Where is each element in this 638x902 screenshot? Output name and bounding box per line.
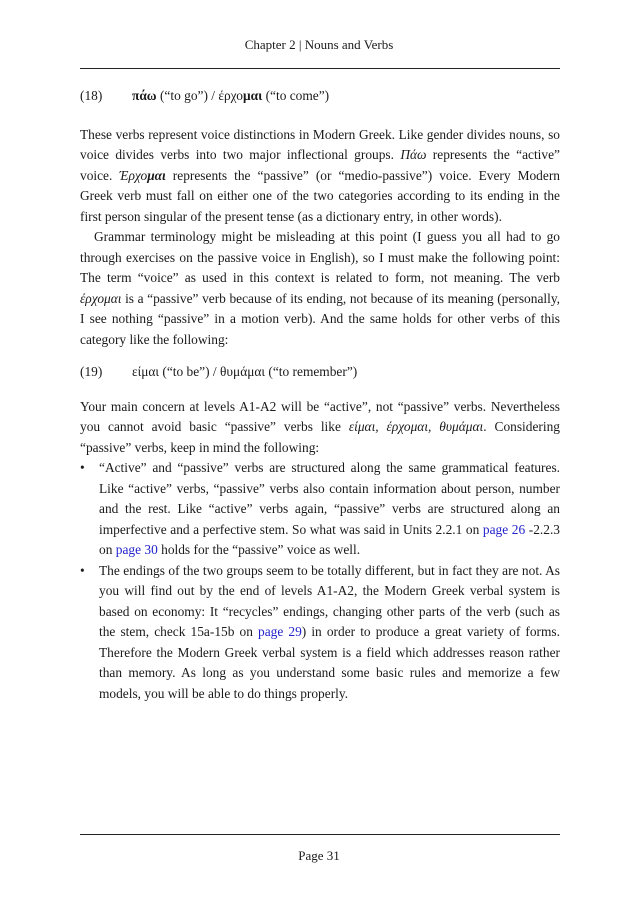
page-30-link[interactable]: page 30 (115, 542, 158, 557)
bullet-item (80, 561, 560, 705)
bullet-text: “Active” and “passive” verbs are structured along the same grammatical features. Like “active” verbs, “passive” verbs also contain information about person, number and the rest. Like “active” verbs again, “passive” verbs are structured along an imperfective and a perfective stem. So what was said in Units 2.2.1 on page 26 -2.2.3 on page 30 holds for the “passive” voice as well. (99, 460, 560, 557)
running-header: Chapter 2 | Nouns and Verbs (244, 37, 394, 52)
footer-rule (80, 834, 560, 835)
bullet-icon: • (80, 460, 85, 475)
bullet-item (80, 458, 560, 561)
example-19 (80, 362, 560, 383)
page-29-link[interactable]: page 29 (258, 624, 302, 639)
greek-word-pao: πάω (132, 88, 157, 103)
greek-word-erchomai-stem: έρχο (218, 88, 243, 103)
greek-word-erchomai-italic: Έρχομαι (119, 167, 166, 183)
greek-ending-mai: μαι (243, 88, 263, 103)
paragraph-voice-distinctions: These verbs represent voice distinctions in Modern Greek. Like gender divides nouns, so voice divides verbs into two major inflectional groups. Πάω represents the “active” voice. Έρχομαι represents the “passive” (or “medio-passive”) voice. Every Modern Greek verb must fall on either one of the two categories according to its ending in the first person singular of the present tense (as a dictionary entry, in other words). (80, 126, 560, 224)
paragraph-terminology: Grammar terminology might be misleading at this point (I guess you all had to go through exercises on the passive voice in English), so I must make the following point: The term “voice” as used in this context is related to form, not meaning. The verb έρχομαι is a “passive” verb because of its ending, not because of its meaning (personally, I see nothing “passive” in a motion verb). And the same holds for other verbs of this category like the following: (80, 229, 560, 347)
main-content (80, 86, 560, 704)
example-text: πάω (“to go”) / έρχομαι (“to come”) (132, 88, 330, 103)
bullet-text: The endings of the two groups seem to be totally different, but in fact they are not. As you will find out by the end of levels A1-A2, the Modern Greek verbal system is based on economy: It “recycles” endings, changing other parts of the verb (such as the stem, check 15a-15b on page 29) in order to produce a great variety of forms. Therefore the Modern Greek verbal system is a field which addresses reason rather than memory. As long as you understand some basic rules and memorize a few models, you will be able to do things properly. (99, 562, 560, 701)
header-rule (80, 68, 560, 69)
greek-word-pao-italic: Πάω (400, 147, 427, 162)
page-26-link[interactable]: page 26 (482, 521, 526, 537)
example-18 (80, 86, 560, 107)
page-number: Page 31 (298, 848, 340, 863)
example-number: (19) (80, 364, 103, 379)
greek-passive-verbs-list: είμαι, έρχομαι, θυμάμαι (348, 419, 484, 434)
paragraph-main-concern: Your main concern at levels A1-A2 will be “active”, not “passive” verbs. Nevertheless you cannot avoid basic “passive” verbs like είμαι, έρχομαι, θυμάμαι. Considering “passive” verbs, keep in mind the following: (80, 398, 560, 455)
bullet-icon: • (80, 562, 85, 578)
greek-word-erchomai-inline: έρχομαι (80, 290, 122, 306)
example-text: είμαι (“to be”) / θυμάμαι (“to remember”) (132, 364, 358, 379)
example-number: (18) (80, 88, 103, 103)
